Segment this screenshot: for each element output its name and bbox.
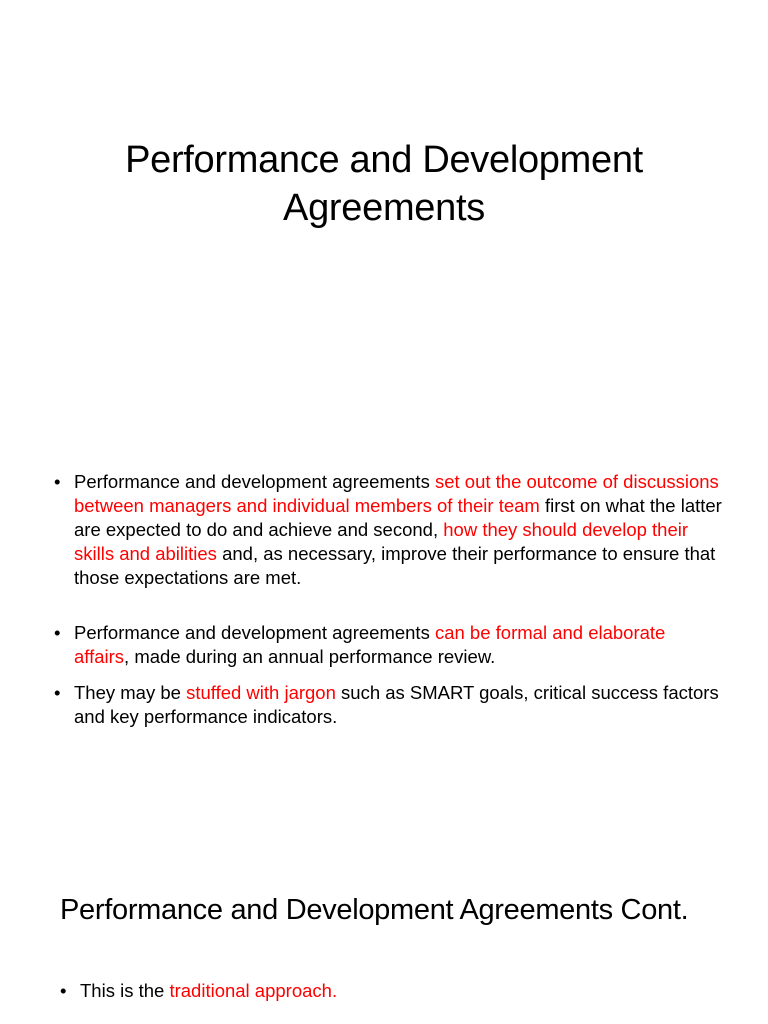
bullet-dot-icon: • bbox=[54, 622, 61, 643]
bullet-list-3 bbox=[60, 979, 720, 1015]
bullet-text: Performance and development agreements bbox=[74, 471, 435, 492]
slide-3-title: Performance and Development Agreements Cont. bbox=[60, 894, 689, 926]
bullet-highlight: stuffed with jargon bbox=[186, 682, 336, 703]
bullet-list bbox=[54, 470, 722, 741]
bullet-dot-icon: • bbox=[54, 471, 61, 492]
bullet-highlight: set out the outcome of discussions between managers and individual members of their team bbox=[74, 471, 719, 516]
bullet-dot-icon: • bbox=[60, 980, 67, 1001]
bullet-text: such as SMART goals, critical success factors and key performance indicators. bbox=[74, 682, 719, 727]
bullet-text: first on what the latter are expected to do and achieve and second, bbox=[74, 495, 722, 540]
bullet-text: Performance and development agreements bbox=[74, 622, 435, 643]
bullet-text: and, as necessary, improve their performance to ensure that those expectations are met. bbox=[74, 543, 716, 588]
bullet-text: , made during an annual performance review. bbox=[124, 646, 496, 667]
bullet-text: This is the bbox=[80, 980, 170, 1001]
bullet-highlight: can be formal and elaborate affairs bbox=[74, 622, 666, 667]
title-line-1: Performance and Development bbox=[125, 139, 643, 181]
bullet-highlight: traditional approach. bbox=[169, 980, 338, 1001]
bullet-item-3 bbox=[54, 681, 722, 729]
bullet-item-2 bbox=[54, 621, 722, 669]
bullet-dot-icon: • bbox=[54, 682, 61, 703]
bullet-item-1 bbox=[54, 470, 722, 590]
slide-continued bbox=[0, 864, 768, 1024]
title-line-2: Agreements bbox=[283, 187, 485, 229]
bullet-highlight: how they should develop their skills and abilities bbox=[74, 519, 689, 564]
slide-title bbox=[0, 0, 768, 432]
bullet-text: They may be bbox=[74, 682, 187, 703]
bullet-item-4 bbox=[60, 979, 720, 1003]
slide-title-heading bbox=[40, 136, 728, 232]
slide-content bbox=[0, 432, 768, 864]
